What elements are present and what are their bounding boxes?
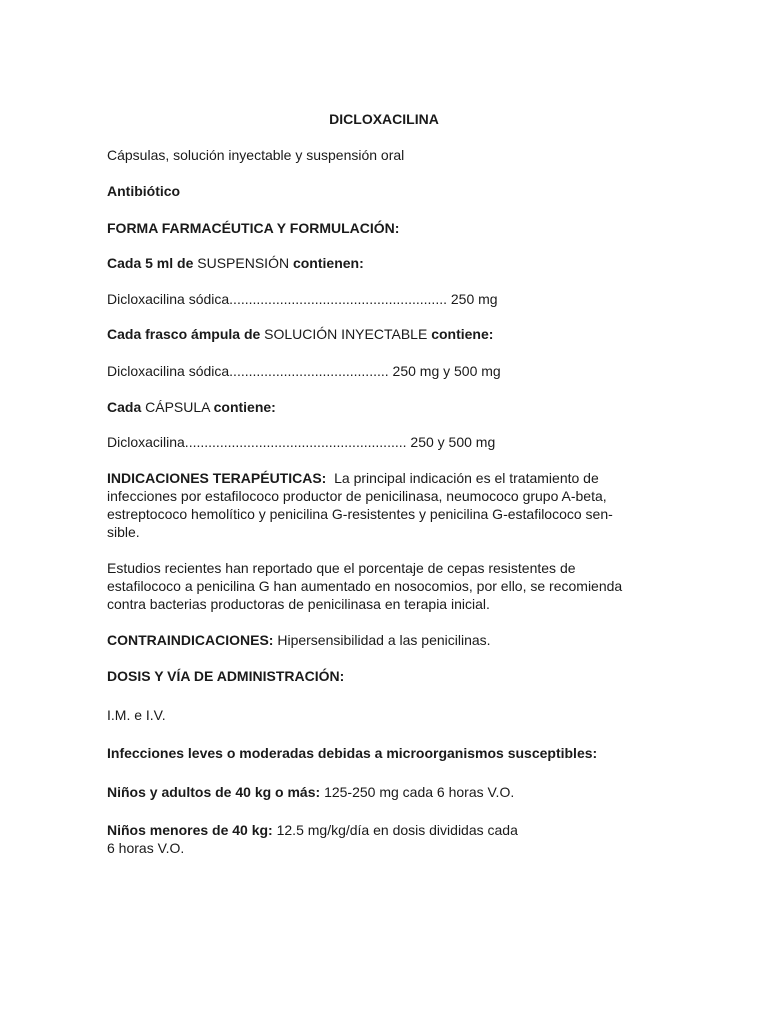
indications-line-3: estreptococo hemolítico y penicilina G-resistentes y penicilina G-estafilococo sen- [107, 506, 613, 522]
indications-line-1: INDICACIONES TERAPÉUTICAS: La principal indicación es el tratamiento de [107, 470, 599, 486]
injectable-composition: Dicloxacilina sódica......................................... 250 mg y 500 mg [107, 363, 501, 379]
indications-paragraph [107, 469, 613, 541]
children-dose-line-1 [107, 821, 518, 839]
capsule-composition: Dicloxacilina......................................................... 250 y 500 mg [107, 434, 496, 450]
category-label: Antibiótico [107, 183, 181, 199]
studies-paragraph [107, 559, 622, 613]
suspension-mid: SUSPENSIÓN [197, 255, 290, 271]
capsule-mid: CÁPSULA [145, 399, 210, 415]
injectable-post: contiene: [431, 326, 494, 342]
injectable-heading [107, 325, 493, 343]
document-title: DICLOXACILINA [329, 111, 439, 127]
capsule-heading [107, 398, 276, 416]
form-heading: FORMA FARMACÉUTICA Y FORMULACIÓN: [107, 220, 400, 236]
injectable-pre: Cada frasco ámpula de [107, 326, 261, 342]
studies-line-2: estafilococo a penicilina G han aumentado en nosocomios, por ello, se recomienda [107, 578, 623, 594]
indications-line-2: infecciones por estafilococo productor de penicilinasa, neumococo grupo A-beta, [107, 488, 607, 504]
presentations-line: Cápsulas, solución inyectable y suspensión oral [107, 147, 405, 163]
adults-dose-text: 125-250 mg cada 6 horas V.O. [324, 784, 515, 800]
indications-line-4: sible. [107, 524, 140, 540]
contraindications-line [107, 631, 491, 649]
children-dose-line-2: 6 horas V.O. [107, 840, 185, 856]
suspension-heading [107, 254, 364, 272]
children-dose-text: 12.5 mg/kg/día en dosis divididas cada [276, 822, 518, 838]
studies-line-3: contra bacterias productoras de penicilinasa en terapia inicial. [107, 596, 490, 612]
adults-dose-line [107, 783, 514, 801]
suspension-pre: Cada 5 ml de [107, 255, 194, 271]
children-dose-label: Niños menores de 40 kg: [107, 822, 273, 838]
studies-line-1: Estudios recientes han reportado que el porcentaje de cepas resistentes de [107, 560, 576, 576]
adults-dose-label: Niños y adultos de 40 kg o más: [107, 784, 321, 800]
route-line: I.M. e I.V. [107, 707, 166, 723]
suspension-post: contienen: [292, 255, 364, 271]
dosage-heading: DOSIS Y VÍA DE ADMINISTRACIÓN: [107, 668, 345, 684]
suspension-composition: Dicloxacilina sódica........................................................ 250 mg [107, 291, 498, 307]
children-dose-paragraph [107, 821, 518, 857]
injectable-mid: SOLUCIÓN INYECTABLE [264, 326, 428, 342]
indications-heading: INDICACIONES TERAPÉUTICAS: [107, 470, 327, 486]
capsule-post: contiene: [213, 399, 276, 415]
infections-heading: Infecciones leves o moderadas debidas a microorganismos susceptibles: [107, 745, 598, 761]
contraindications-heading: CONTRAINDICACIONES: [107, 632, 274, 648]
capsule-pre: Cada [107, 399, 142, 415]
contraindications-text: Hipersensibilidad a las penicilinas. [277, 632, 491, 648]
